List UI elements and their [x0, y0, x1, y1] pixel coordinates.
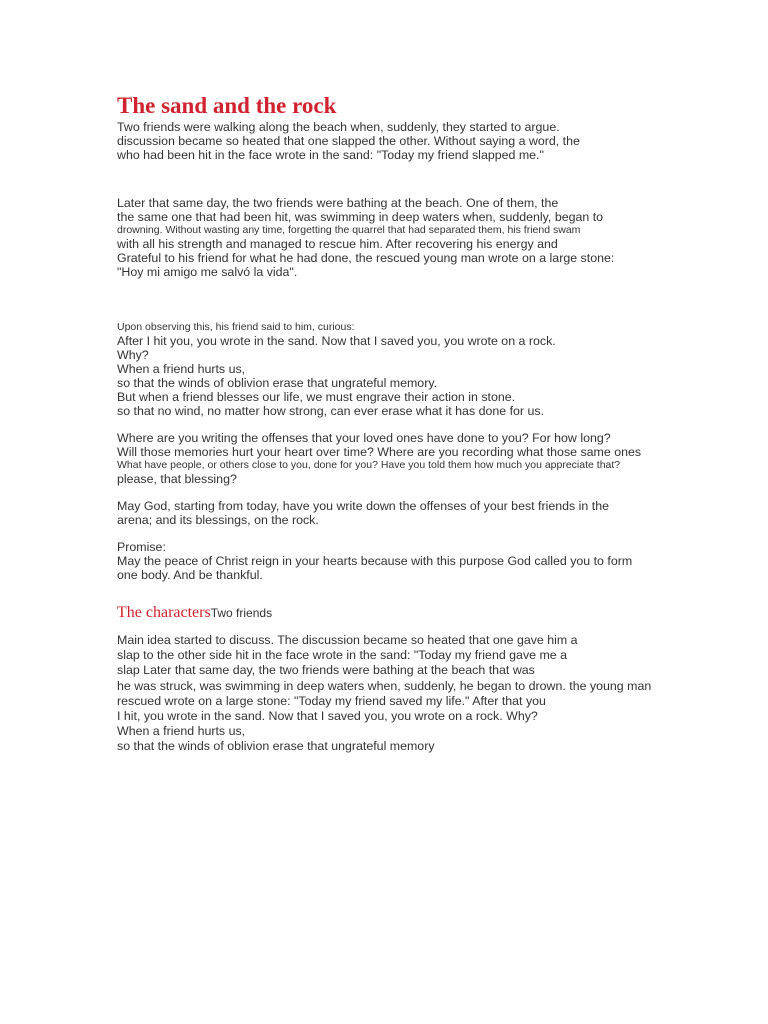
section-subtitle: Two friends	[210, 606, 273, 620]
text-line: discussion became so heated that one slapped the other. Without saying a word, the	[117, 134, 580, 148]
text-line: May the peace of Christ reign in your hearts because with this purpose God called you to form	[117, 554, 633, 568]
text-line: After I hit you, you wrote in the sand. Now that I saved you, you wrote on a rock.	[117, 334, 556, 348]
text-line: When a friend hurts us,	[117, 724, 246, 739]
characters-header	[117, 604, 677, 628]
intro-paragraph	[117, 120, 677, 162]
dialogue-paragraph	[117, 321, 677, 418]
promise-paragraph	[117, 540, 677, 582]
text-line: What have people, or others close to you, done for you? Have you told them how much you appreciate that?	[117, 459, 621, 471]
text-line: slap Later that same day, the two friends were bathing at the beach that was	[117, 663, 535, 678]
section-title: The characters	[117, 604, 211, 621]
text-line: "Hoy mi amigo me salvó la vida".	[117, 265, 298, 279]
main-idea-paragraph	[117, 633, 677, 755]
text-line: one body. And be thankful.	[117, 568, 263, 582]
text-line: arena; and its blessings, on the rock.	[117, 513, 319, 527]
text-line: slap to the other side hit in the face wrote in the sand: "Today my friend gave me a	[117, 648, 568, 663]
text-line: But when a friend blesses our life, we must engrave their action in stone.	[117, 390, 516, 404]
text-line: so that no wind, no matter how strong, can ever erase what it has done for us.	[117, 404, 545, 418]
text-line: rescued wrote on a large stone: "Today my friend saved my life." After that you	[117, 693, 546, 708]
text-line: When a friend hurts us,	[117, 362, 246, 376]
text-line: Where are you writing the offenses that your loved ones have done to you? For how long?	[117, 431, 611, 445]
text-line: May God, starting from today, have you write down the offenses of your best friends in the	[117, 499, 609, 513]
prayer-paragraph	[117, 499, 677, 527]
text-line: so that the winds of oblivion erase that ungrateful memory.	[117, 376, 438, 390]
text-line: he was struck, was swimming in deep waters when, suddenly, he began to drown. the young man	[117, 678, 652, 693]
text-line: so that the winds of oblivion erase that ungrateful memory	[117, 739, 435, 754]
text-line: the same one that had been hit, was swimming in deep waters when, suddenly, began to	[117, 210, 604, 224]
text-line: with all his strength and managed to rescue him. After recovering his energy and	[117, 237, 558, 251]
text-line: Will those memories hurt your heart over time? Where are you recording what those same ones	[117, 445, 642, 459]
rescue-paragraph	[117, 196, 677, 279]
text-line: drowning. Without wasting any time, forgetting the quarrel that had separated them, his friend swam	[117, 224, 581, 236]
text-line: Upon observing this, his friend said to him, curious:	[117, 321, 355, 333]
questions-paragraph	[117, 431, 677, 486]
text-line: Later that same day, the two friends were bathing at the beach. One of them, the	[117, 196, 559, 210]
text-line: Two friends were walking along the beach when, suddenly, they started to argue.	[117, 120, 560, 134]
text-line: who had been hit in the face wrote in the sand: "Today my friend slapped me."	[117, 148, 544, 162]
text-line: I hit, you wrote in the sand. Now that I saved you, you wrote on a rock. Why?	[117, 709, 538, 724]
document-page	[117, 92, 677, 755]
page-title: The sand and the rock	[117, 93, 337, 118]
text-line: Why?	[117, 348, 149, 362]
text-line: Main idea started to discuss. The discussion became so heated that one gave him a	[117, 633, 578, 647]
text-line: Grateful to his friend for what he had done, the rescued young man wrote on a large stone:	[117, 251, 615, 265]
text-line: Promise:	[117, 540, 166, 554]
text-line: please, that blessing?	[117, 472, 237, 486]
